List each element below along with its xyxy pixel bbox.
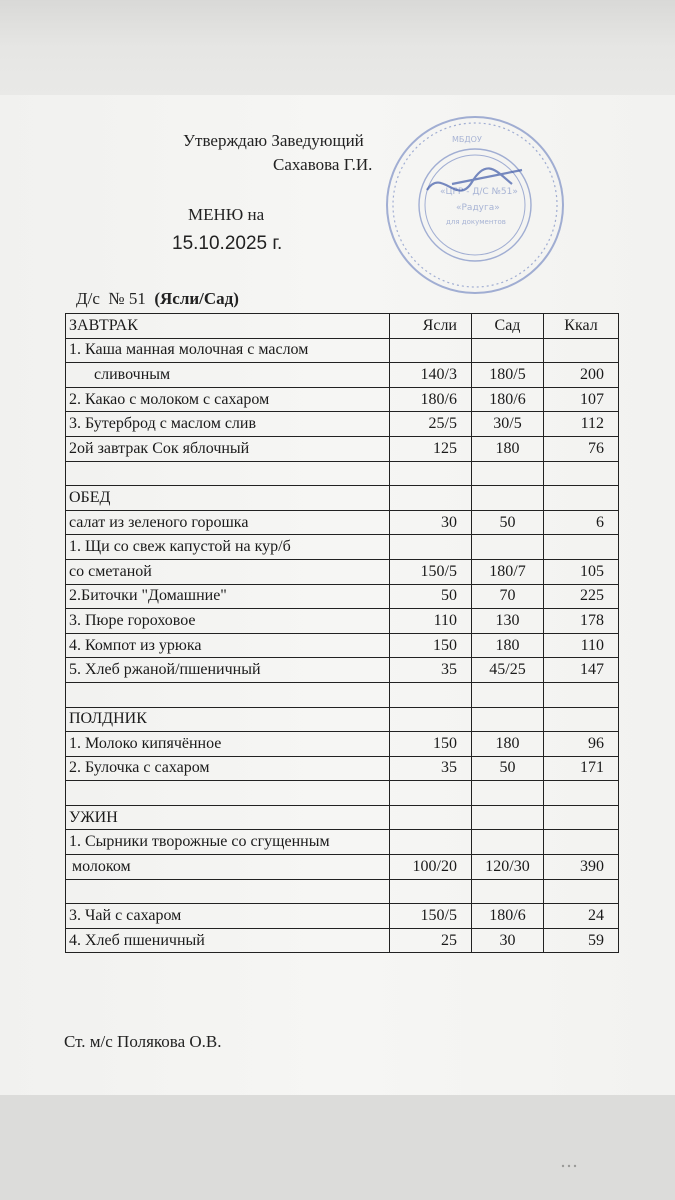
table-row: [66, 805, 619, 830]
table-row: [66, 707, 619, 732]
garden-portion-cell: [472, 461, 544, 486]
dish-name-cell: 1. Молоко кипячённое: [66, 732, 390, 757]
table-row: [66, 928, 619, 953]
garden-portion-cell: 180: [472, 436, 544, 461]
nursery-portion-cell: [390, 805, 472, 830]
meal-header: ЗАВТРАК: [66, 314, 390, 339]
dish-name-cell: 1. Каша манная молочная с маслом: [66, 338, 390, 363]
kcal-cell: [544, 486, 619, 511]
nursery-portion-cell: 25/5: [390, 412, 472, 437]
table-row: [66, 535, 619, 560]
dish-name-cell: 2ой завтрак Сок яблочный: [66, 436, 390, 461]
garden-portion-cell: 180/5: [472, 363, 544, 388]
nursery-portion-cell: 30: [390, 510, 472, 535]
dish-name-cell: 3. Пюре гороховое: [66, 609, 390, 634]
kcal-cell: 107: [544, 387, 619, 412]
kcal-cell: 178: [544, 609, 619, 634]
kcal-cell: [544, 830, 619, 855]
nursery-portion-cell: 150: [390, 633, 472, 658]
kcal-cell: 24: [544, 904, 619, 929]
nursery-portion-cell: 150/5: [390, 904, 472, 929]
garden-portion-cell: 180/6: [472, 904, 544, 929]
nursery-portion-cell: 25: [390, 928, 472, 953]
kcal-cell: 200: [544, 363, 619, 388]
kcal-cell: [544, 707, 619, 732]
table-row: [66, 658, 619, 683]
table-row: [66, 682, 619, 707]
school-name: Д/с № 51: [76, 289, 155, 308]
kcal-cell: 112: [544, 412, 619, 437]
garden-portion-cell: 50: [472, 510, 544, 535]
approval-line-2: Сахавова Г.И.: [273, 155, 373, 174]
dish-name-cell: 1. Сырники творожные со сгущенным: [66, 830, 390, 855]
table-row: [66, 412, 619, 437]
dish-name-cell: салат из зеленого горошка: [66, 510, 390, 535]
nursery-portion-cell: [390, 338, 472, 363]
garden-portion-cell: 70: [472, 584, 544, 609]
nursery-portion-cell: [390, 879, 472, 904]
garden-portion-cell: 180/6: [472, 387, 544, 412]
nursery-portion-cell: [390, 707, 472, 732]
background-surface: [0, 1095, 675, 1200]
garden-portion-cell: [472, 486, 544, 511]
dish-name-cell: 2. Какао с молоком с сахаром: [66, 387, 390, 412]
garden-portion-cell: [472, 830, 544, 855]
nursery-portion-cell: 100/20: [390, 855, 472, 880]
dish-name-cell: сливочным: [66, 363, 390, 388]
garden-portion-cell: [472, 781, 544, 806]
table-row: [66, 756, 619, 781]
nursery-portion-cell: [390, 486, 472, 511]
dish-name-cell: со сметаной: [66, 559, 390, 584]
dish-name-cell: 1. Щи со свеж капустой на кур/б: [66, 535, 390, 560]
table-row: [66, 584, 619, 609]
garden-portion-cell: [472, 682, 544, 707]
school-line: [76, 289, 239, 309]
dish-name-cell: [66, 461, 390, 486]
table-row: [66, 781, 619, 806]
menu-title: МЕНЮ на: [188, 205, 265, 224]
garden-portion-cell: 180: [472, 732, 544, 757]
table-row: [66, 609, 619, 634]
dish-name-cell: УЖИН: [66, 805, 390, 830]
garden-portion-cell: [472, 805, 544, 830]
garden-header: Сад: [472, 314, 544, 339]
nursery-header: Ясли: [390, 314, 472, 339]
kcal-cell: [544, 338, 619, 363]
dish-name-cell: 2.Биточки "Домашние": [66, 584, 390, 609]
nursery-portion-cell: [390, 781, 472, 806]
dish-name-cell: 4. Компот из урюка: [66, 633, 390, 658]
kcal-header: Ккал: [544, 314, 619, 339]
kcal-cell: 171: [544, 756, 619, 781]
dish-name-cell: молоком: [66, 855, 390, 880]
svg-text:«Радуга»: «Радуга»: [456, 203, 500, 213]
svg-text:МБДОУ: МБДОУ: [452, 135, 482, 144]
nursery-portion-cell: 140/3: [390, 363, 472, 388]
kcal-cell: 110: [544, 633, 619, 658]
dish-name-cell: [66, 682, 390, 707]
nurse-signature: Ст. м/с Полякова О.В.: [64, 1032, 222, 1051]
menu-table: [65, 313, 619, 953]
nursery-portion-cell: 180/6: [390, 387, 472, 412]
garden-portion-cell: [472, 879, 544, 904]
table-row: [66, 904, 619, 929]
table-header-row: [66, 314, 619, 339]
table-row: [66, 387, 619, 412]
table-row: [66, 436, 619, 461]
table-row: [66, 879, 619, 904]
nursery-portion-cell: [390, 535, 472, 560]
official-stamp: [382, 112, 568, 298]
nursery-portion-cell: [390, 461, 472, 486]
kcal-cell: 96: [544, 732, 619, 757]
surface-dots: [560, 1163, 580, 1169]
dish-name-cell: ПОЛДНИК: [66, 707, 390, 732]
dish-name-cell: [66, 879, 390, 904]
garden-portion-cell: 180/7: [472, 559, 544, 584]
kcal-cell: 225: [544, 584, 619, 609]
svg-text:«ЦРР - Д/С №51»: «ЦРР - Д/С №51»: [440, 187, 518, 197]
garden-portion-cell: 120/30: [472, 855, 544, 880]
kcal-cell: 6: [544, 510, 619, 535]
garden-portion-cell: 50: [472, 756, 544, 781]
kcal-cell: [544, 781, 619, 806]
garden-portion-cell: 130: [472, 609, 544, 634]
group-names: (Ясли/Сад): [154, 289, 239, 308]
dish-name-cell: 5. Хлеб ржаной/пшеничный: [66, 658, 390, 683]
nursery-portion-cell: [390, 830, 472, 855]
garden-portion-cell: [472, 338, 544, 363]
dish-name-cell: 2. Булочка с сахаром: [66, 756, 390, 781]
kcal-cell: 59: [544, 928, 619, 953]
approval-line-1: Утверждаю Заведующий: [183, 131, 364, 150]
kcal-cell: 147: [544, 658, 619, 683]
dish-name-cell: 4. Хлеб пшеничный: [66, 928, 390, 953]
garden-portion-cell: [472, 535, 544, 560]
nursery-portion-cell: 150/5: [390, 559, 472, 584]
table-row: [66, 732, 619, 757]
kcal-cell: 105: [544, 559, 619, 584]
dish-name-cell: ОБЕД: [66, 486, 390, 511]
dish-name-cell: [66, 781, 390, 806]
nursery-portion-cell: [390, 682, 472, 707]
garden-portion-cell: 30: [472, 928, 544, 953]
table-row: [66, 633, 619, 658]
nursery-portion-cell: 110: [390, 609, 472, 634]
table-row: [66, 559, 619, 584]
garden-portion-cell: 180: [472, 633, 544, 658]
table-row: [66, 363, 619, 388]
garden-portion-cell: 30/5: [472, 412, 544, 437]
kcal-cell: 76: [544, 436, 619, 461]
nursery-portion-cell: 50: [390, 584, 472, 609]
table-row: [66, 830, 619, 855]
dish-name-cell: 3. Чай с сахаром: [66, 904, 390, 929]
garden-portion-cell: 45/25: [472, 658, 544, 683]
garden-portion-cell: [472, 707, 544, 732]
table-row: [66, 486, 619, 511]
kcal-cell: [544, 805, 619, 830]
table-row: [66, 855, 619, 880]
table-row: [66, 510, 619, 535]
kcal-cell: [544, 682, 619, 707]
dish-name-cell: 3. Бутерброд с маслом слив: [66, 412, 390, 437]
table-row: [66, 338, 619, 363]
svg-text:для документов: для документов: [446, 218, 506, 226]
nursery-portion-cell: 35: [390, 658, 472, 683]
kcal-cell: [544, 535, 619, 560]
kcal-cell: [544, 879, 619, 904]
table-row: [66, 461, 619, 486]
kcal-cell: [544, 461, 619, 486]
menu-date: 15.10.2025 г.: [172, 233, 283, 254]
nursery-portion-cell: 35: [390, 756, 472, 781]
kcal-cell: 390: [544, 855, 619, 880]
nursery-portion-cell: 125: [390, 436, 472, 461]
nursery-portion-cell: 150: [390, 732, 472, 757]
